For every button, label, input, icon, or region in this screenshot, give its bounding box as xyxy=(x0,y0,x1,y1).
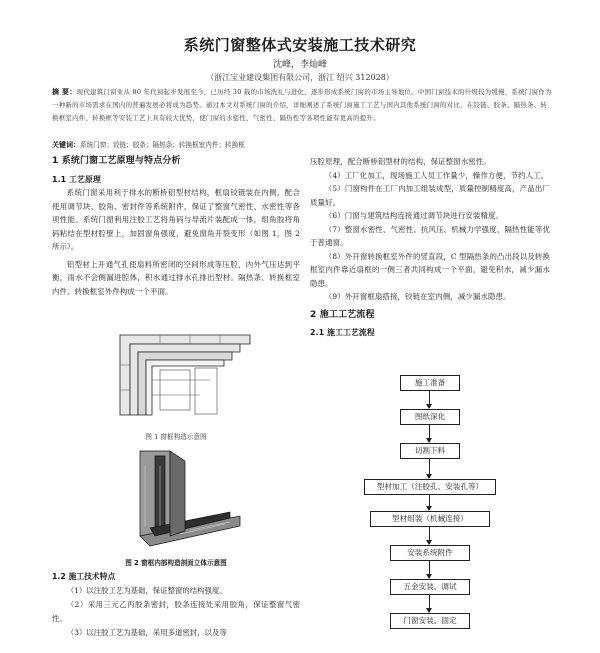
figure-1-caption: 图 1 窗框构造示意图 xyxy=(145,433,207,441)
flow-step-cutting: 切割下料 xyxy=(400,443,460,459)
feature-8: （8）外开窗转换框室外件的竖直段，C 型隔热条的凸出段以及转换框室内件靠近扇框的一侧三者共同构成一个平面，避免积水，减少漏水隐患。 xyxy=(310,251,550,288)
flow-arrow xyxy=(429,561,430,578)
keywords-label: 关键词： xyxy=(52,141,80,149)
figure-1-window-frame-diagram xyxy=(100,330,260,425)
feature-6: （6）门窗与建筑结构连接通过调节块进行安装精度。 xyxy=(324,211,504,220)
abstract-text: 现代建筑门窗业从 80 年代初起步发展至今，已历经 30 载的市场洗礼与进化，逐步形成系统门窗的市场主导地位。中国门窗技术的升级较为缓慢，系统门窗作为一种新的市场需求在国内的普遍发展必将成为趋势。通过本文对系统门窗的介绍，详细阐述了系统门窗施工工艺与国内其他系统门窗的对比，在铰链、胶条、隔热条、转换框室内件、转换框等安装工艺上具有较大优势，使门窗的水密性、气密性、隔热性等各项性能有更高的提升。 xyxy=(52,88,552,122)
process-flowchart xyxy=(310,375,550,645)
paper-affiliation: （浙江宝业建设集团有限公司，浙江 绍兴 312028） xyxy=(206,73,394,82)
abstract-label: 摘 要： xyxy=(52,88,77,96)
paragraph-principle: 系统门窗采用利于排水的断桥铝型材结构，框扇铰链装在内侧，配合使用调节块、胶角、密封件等系统附件，保证了整窗气密性、水密性等各项性能。系统门窗利用注胶工艺将角码与导流片装配成一体，组角胶将角码粘结在型材腔壁上，加固窗角强度，避免窗角开裂变形（如图 1，图 2 所示）。 xyxy=(52,188,300,251)
section-1-heading: 1 系统门窗工艺原理与特点分析 xyxy=(52,156,181,166)
section-2-heading: 2 施工工艺流程 xyxy=(310,309,375,320)
feature-3: （3）以注胶工艺为基础，采用多道密封，以及等 xyxy=(66,628,227,637)
feature-4: （4）工厂化加工，现场施工人员工作量少，操作方便，节约人工。 xyxy=(324,170,549,180)
flow-arrow xyxy=(429,527,430,544)
flow-arrow xyxy=(429,595,430,612)
feature-7: （7）整窗水密性、气密性、抗风压、机械力学强度、隔热性能等优于普通窗。 xyxy=(310,224,550,247)
feature-1: （1）以注胶工艺为基础，保证整窗的结构强度。 xyxy=(66,586,227,595)
flow-step-install-accessories: 安装系统附件 xyxy=(390,545,470,561)
feature-5: （5）门窗构件在工厂内加工组装成型，质量控制精度高，产品出厂质量好。 xyxy=(310,184,550,207)
abstract xyxy=(52,86,552,125)
keywords xyxy=(52,139,552,150)
flow-step-preparation: 施工准备 xyxy=(400,375,460,391)
flow-step-window-install: 门窗安装、固定 xyxy=(390,613,470,629)
paragraph-pressure-chamber: 铝型材上开通气孔使扇料所密闭的空间形成等压腔，内外气压达到平衡，雨水不会侧漏进腔体，积水通过排水孔排出型材。隔热条、转换框室内件、转换框室外件构成一个平面。 xyxy=(52,259,300,296)
flow-step-profile-processing: 型材加工（注胶孔、安装孔等） xyxy=(364,479,496,495)
flow-step-hardware-install: 五金安装、调试 xyxy=(390,579,470,595)
flow-arrow xyxy=(429,425,430,442)
left-column xyxy=(52,155,300,298)
flow-arrow xyxy=(429,391,430,408)
figure-2-caption: 图 2 窗框内部构造剖面立体示意图 xyxy=(125,559,227,567)
section-2-1-heading: 2.1 施工工艺流程 xyxy=(310,328,375,337)
section-1-2-heading: 1.2 施工技术特点 xyxy=(52,572,116,581)
flow-step-profile-assembly: 型材组装（机械连接） xyxy=(370,511,490,527)
feature-2: （2）采用三元乙丙胶条密封，胶条连接处采用胶角，保证整窗气密性。 xyxy=(52,600,300,623)
paper-authors: 沈峰，李灿峰 xyxy=(272,60,327,70)
flow-step-drawing-deepening: 图纸深化 xyxy=(400,409,460,425)
keywords-text: 系统门窗；铰链；胶条；隔热条；转换框室内件；转换框 xyxy=(80,141,245,149)
flow-arrow xyxy=(429,495,430,510)
paragraph-continued: 压腔原理，配合断桥铝型材的结构，保证整窗水密性。 xyxy=(310,157,491,166)
feature-9: （9）外开窗框扇搭接，铰链在室内侧，减少漏水隐患。 xyxy=(324,292,511,301)
section-1-2 xyxy=(52,570,300,640)
figure-2-frame-section-diagram xyxy=(110,446,250,556)
right-column xyxy=(310,155,550,340)
section-1-1-heading: 1.1 工艺原理 xyxy=(52,174,101,184)
flow-arrow xyxy=(429,459,430,478)
paper-title: 系统门窗整体式安装施工技术研究 xyxy=(183,36,417,54)
